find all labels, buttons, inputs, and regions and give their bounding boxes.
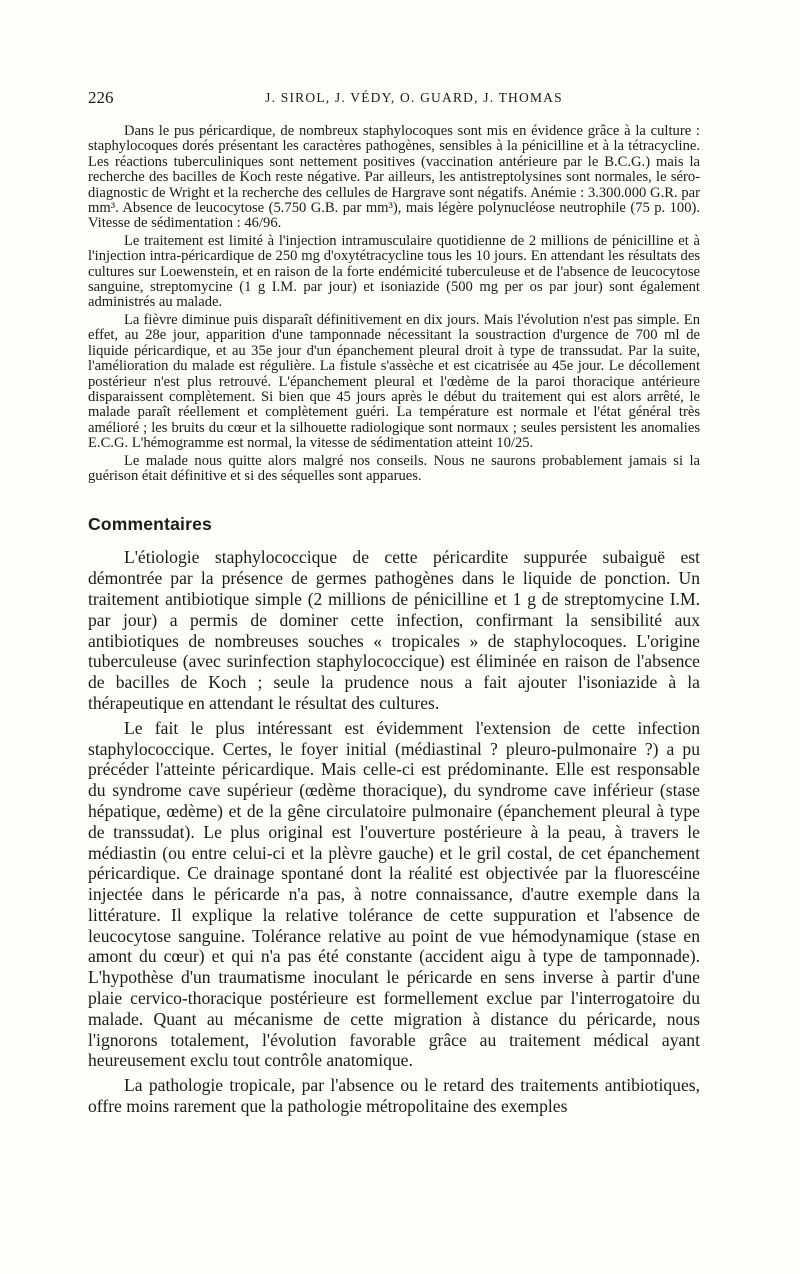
running-head: J. SIROL, J. VÉDY, O. GUARD, J. THOMAS [265, 90, 563, 105]
case-paragraph: Le malade nous quitte alors malgré nos conseils. Nous ne saurons probablement jamais si la guérison était définitive et si des séquelles sont apparues. [88, 452, 700, 484]
commentary-paragraph: La pathologie tropicale, par l'absence ou le retard des traitements antibiotiques, offre moins rarement que la pathologie métropolitaine des exemples [88, 1075, 700, 1117]
case-report-text [88, 124, 700, 484]
page-number: 226 [88, 88, 114, 107]
section-title: Commentaires [88, 514, 212, 535]
page-header [88, 88, 700, 110]
page [88, 88, 700, 1117]
commentary-text [88, 547, 700, 1117]
commentary-paragraph: Le fait le plus intéressant est évidemment l'extension de cette infection staphylococcique. Certes, le foyer initial (médiastinal ? pleuro-pulmonaire ?) a pu précéder l'atteinte péricardique. Mais celle-ci est prédominante. Elle est responsable du syndrome cave supérieur (œdème thoracique), du syndrome cave inférieur (stase hépatique, œdème) et de la gêne circulatoire pulmonaire (épanchement pleural à type de transsudat). Le plus original est l'ouverture postérieure à la peau, à travers le médiastin (ou entre celui-ci et la plèvre gauche) et le gril costal, de cet épanchement péricardique. Ce drainage spontané dont la réalité est objectivée par la fluorescéine injectée dans le péricarde n'a pas, à notre connaissance, d'autre exemple dans la littérature. Il explique la relative tolérance de cette suppuration et l'absence de leucocytose sanguine. Tolérance relative au point de vue hémodynamique (stase en amont du cœur) et qui n'a pas été constante (accident aigu à type de tamponnade). L'hypothèse d'un traumatisme inoculant le péricarde en sens inverse à partir d'une plaie cervico-thoracique postérieure est formellement exclue par l'interrogatoire du malade. Quant au mécanisme de cette migration à distance du péricarde, nous l'ignorons totalement, l'évolution favorable grâce au traitement médical ayant heureusement exclu tout contrôle anatomique. [88, 717, 700, 1071]
case-paragraph: Dans le pus péricardique, de nombreux staphylocoques sont mis en évidence grâce à la culture : staphylocoques dorés présentant les caractères pathogènes, sensibles à la pénicilline et à la tétracycline. Les réactions tuberculiniques sont nettement positives (vaccination antérieure par le B.C.G.) mais la recherche des bacilles de Koch reste négative. Par ailleurs, les antistreptolysines sont normales, le séro-diagnostic de Wright et la recherche des cellules de Hargrave sont négatifs. Anémie : 3.300.000 G.R. par mm³. Absence de leucocytose (5.750 G.B. par mm³), mais légère polynucléose neutrophile (75 p. 100). Vitesse de sédimentation : 46/96. [88, 123, 700, 232]
commentary-paragraph: L'étiologie staphylococcique de cette péricardite suppurée subaiguë est démontrée par la présence de germes pathogènes dans le liquide de ponction. Un traitement antibiotique simple (2 millions de pénicilline et 1 g de streptomycine I.M. par jour) a permis de dominer cette infection, confirmant la sensibilité aux antibiotiques de nombreuses souches « tropicales » de staphylocoques. L'origine tuberculeuse (avec surinfection staphylococcique) est éliminée en raison de l'absence de bacilles de Koch ; seule la prudence nous a fait ajouter l'isoniazide à la thérapeutique en attendant le résultat des cultures. [88, 547, 700, 713]
case-paragraph: La fièvre diminue puis disparaît définitivement en dix jours. Mais l'évolution n'est pas simple. En effet, au 28e jour, apparition d'une tamponnade nécessitant la soustraction d'urgence de 700 ml de liquide péricardique, et au 35e jour d'un épanchement pleural droit à type de transsudat. Par la suite, l'amélioration du malade est régulière. La fistule s'assèche et est cicatrisée au 45e jour. Le décollement postérieur n'est plus retrouvé. L'épanchement pleural et l'œdème de la paroi thoracique antérieure disparaissent complètement. Si bien que 45 jours après le début du traitement qui est alors arrêté, le malade paraît réellement et complètement guéri. La température est normale et l'état général très amélioré ; les bruits du cœur et la silhouette radiologique sont normaux ; seules persistent les anomalies E.C.G. L'hémogramme est normal, la vitesse de sédimentation atteint 10/25. [88, 311, 700, 452]
case-paragraph: Le traitement est limité à l'injection intramusculaire quotidienne de 2 millions de pénicilline et à l'injection intra-péricardique de 250 mg d'oxytétracycline tous les 10 jours. En attendant les résultats des cultures sur Loewenstein, et en raison de la forte endémicité tuberculeuse et de l'absence de leucocytose sanguine, streptomycine (1 g I.M. par jour) et isoniazide (500 mg per os par jour) sont également administrés au malade. [88, 232, 700, 311]
